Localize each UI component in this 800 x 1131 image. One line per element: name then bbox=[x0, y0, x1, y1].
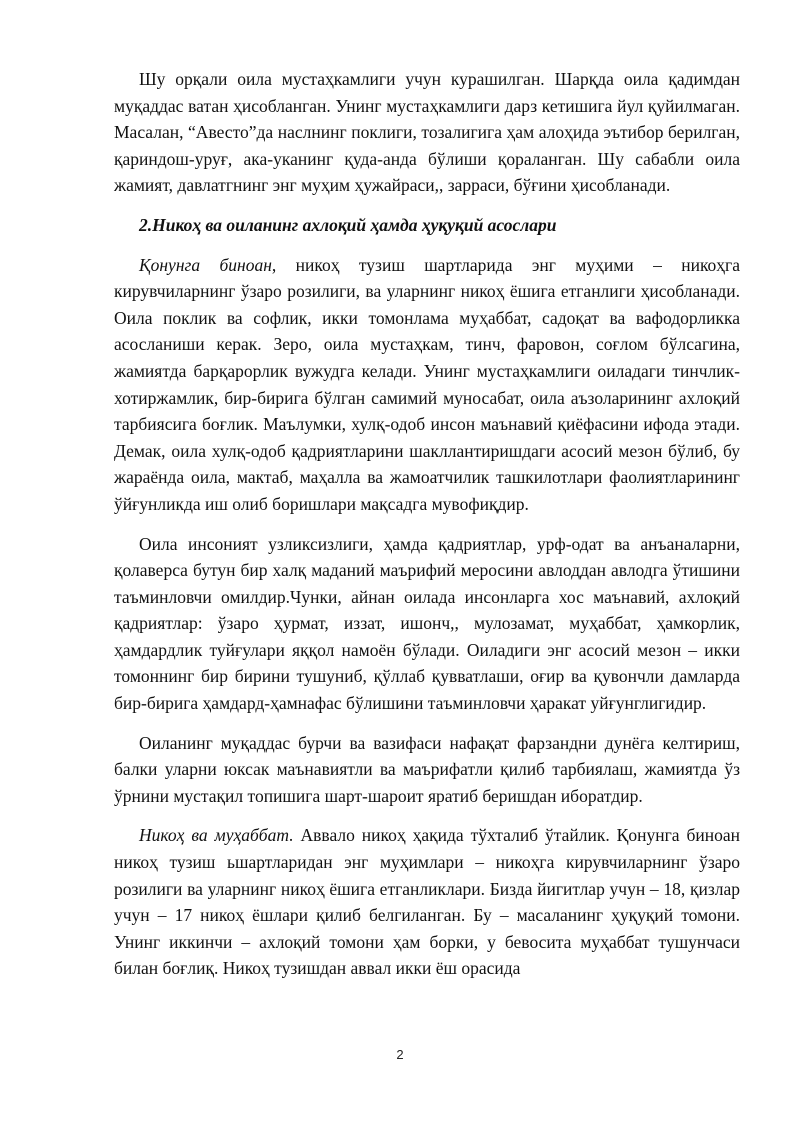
paragraph-2-text: , никоҳ тузиш шартларида энг муҳими – никоҳга кирувчиларнинг ўзаро розилиги, ва уларнинг никоҳ ёшига етганлиги ҳисобланади. Оила поклик ва софлик, икки томонлама муҳаббат, садоқат ва вафодорликка асосланиши керак. Зеро, оила мустаҳкам, тинч, фаровон, соғлом бўлсагина, жамиятда барқарорлик вужудга келади. Унинг мустаҳкамлиги оиладаги тинчлик-хотиржамлик, бир-бирига бўлган самимий муносабат, оила аъзоларининг ахлоқий тарбиясига боғлик. Маълумки, хулқ-одоб инсон маънавий қиёфасини ифода этади. Демак, оила хулқ-одоб қадриятларини шакллантиришдаги асосий мезон бўлиб, бу жараёнда оила, мактаб, маҳалла ва жамоатчилик ташкилотлари фаолиятларининг ўйғунликда иш олиб боришлари мақсадга мувофиқдир. bbox=[114, 254, 740, 514]
page-number: 2 bbox=[396, 1047, 404, 1062]
paragraph-5-text: Аввало никоҳ ҳақида тўхталиб ўтайлик. Қонунга биноан никоҳ тузиш ьшартларидан энг муҳимлари – никоҳга кирувчиларнинг ўзаро розилиги ва уларнинг никоҳ ёшига етганликлари. Бизда йигитлар учун – 18, қизлар учун – 17 никоҳ ёшлари қилиб белгиланган. Бу – масаланинг ҳуқуқий томони. Унинг иккинчи – ахлоқий томони ҳам борки, у бевосита муҳаббат тушунчаси билан боғлиқ. Никоҳ тузишдан аввал икки ёш орасида bbox=[114, 825, 740, 979]
paragraph-4-text: Оиланинг муқаддас бурчи ва вазифаси нафақат фарзандни дунёга келтириш, балки уларни юксак маънавиятли ва маърифатли қилиб тарбиялаш, жамиятда ўз ўрнини мустақил топишига шарт-шароит яратиб беришдан иборатдир. bbox=[114, 732, 740, 806]
paragraph-4 bbox=[114, 730, 740, 810]
paragraph-2 bbox=[114, 252, 740, 518]
paragraph-1 bbox=[114, 66, 740, 199]
paragraph-5-lead: Никоҳ ва муҳаббат. bbox=[139, 825, 294, 846]
paragraph-3-text: Оила инсоният узликсизлиги, ҳамда қадриятлар, урф-одат ва анъаналарни, қолаверса бутун бир халқ маданий маърифий меросини авлоддан авлодга ўтишини таъминловчи омилдир.Чунки, айнан оилада инсонларга хос маънавий, ахлоқий қадриятлар: ўзаро ҳурмат, иззат, ишонч,, мулозамат, муҳаббат, ҳамкорлик, ҳамдардлик туйғулари яққол намоён бўлади. Оиладиги энг асосий мезон – икки томоннинг бир бирини тушуниб, қўллаб қувватлаши, оғир ва қувончли дамларда бир-бирига ҳамдард-ҳамнафас бўлишини таъминловчи ҳаракат уйғунглигидир. bbox=[114, 533, 740, 714]
page-body bbox=[114, 66, 740, 992]
section-heading: 2.Никоҳ ва оиланинг ахлоқий ҳамда ҳуқуқий асослари bbox=[139, 214, 557, 235]
paragraph-1-text: Шу орқали оила мустаҳкамлиги учун курашилган. Шарқда оила қадимдан муқаддас ватан ҳисобланган. Унинг мустаҳкамлиги дарз кетишига йул қуйилмаган. Масалан, “Авесто”да наслнинг поклиги, тозалигига ҳам алоҳида эътибор берилган, қариндош-уруғ, ака-уканинг қуда-анда бўлиши қораланган. Шу сабабли оила жамият, давлатгнинг энг муҳим ҳужайраси,, зарраси, бўғини ҳисобланади. bbox=[114, 69, 740, 196]
paragraph-3 bbox=[114, 531, 740, 717]
paragraph-5 bbox=[114, 822, 740, 982]
paragraph-2-lead: Қонунга биноан bbox=[139, 254, 272, 275]
